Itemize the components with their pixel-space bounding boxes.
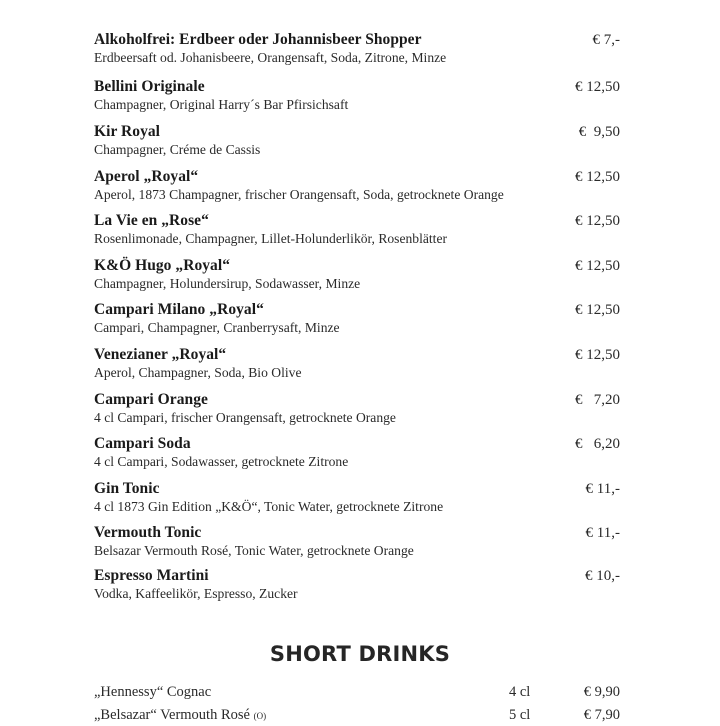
short-drink-price: € 9,90 <box>583 684 620 700</box>
item-description: Rosenlimonade, Champagner, Lillet-Holunderlikör, Rosenblätter <box>94 231 448 246</box>
item-description: 4 cl Campari, Sodawasser, getrocknete Zitrone <box>94 454 349 469</box>
menu-item <box>94 567 620 607</box>
item-price: € 12,50 <box>575 302 620 318</box>
item-price: € 12,50 <box>575 347 620 363</box>
short-drink-row <box>94 706 620 726</box>
item-description: Aperol, 1873 Champagner, frischer Orangensaft, Soda, getrocknete Orange <box>94 187 504 202</box>
item-price: € 9,50 <box>578 124 620 140</box>
short-drink-volume: 4 cl <box>509 684 531 700</box>
menu-item <box>94 391 620 431</box>
item-price: € 7,20 <box>575 392 620 408</box>
menu-item <box>94 301 620 341</box>
item-name: La Vie en „Rose“ <box>94 212 209 229</box>
item-name: Campari Milano „Royal“ <box>94 301 264 318</box>
item-description: Champagner, Holundersirup, Sodawasser, Minze <box>94 276 361 291</box>
item-description: Champagner, Original Harry´s Bar Pfirsichsaft <box>94 97 349 112</box>
item-description: 4 cl 1873 Gin Edition „K&Ö“, Tonic Water, getrocknete Zitrone <box>94 499 444 514</box>
item-name: Espresso Martini <box>94 567 209 584</box>
short-drink-note: (O) <box>253 711 267 721</box>
item-name: Alkoholfrei: Erdbeer oder Johannisbeer Shopper <box>94 31 422 48</box>
item-description: Belsazar Vermouth Rosé, Tonic Water, getrocknete Orange <box>94 543 414 558</box>
menu-item <box>94 123 620 163</box>
item-name: K&Ö Hugo „Royal“ <box>94 257 231 274</box>
menu-item <box>94 168 620 208</box>
item-price: € 11,- <box>585 481 620 497</box>
menu-item <box>94 78 620 118</box>
menu-item <box>94 31 620 71</box>
item-name: Venezianer „Royal“ <box>94 346 227 363</box>
item-price: € 11,- <box>585 525 620 541</box>
section-title-short-drinks: SHORT DRINKS <box>269 642 451 666</box>
item-price: € 12,50 <box>575 169 620 185</box>
item-name: Kir Royal <box>94 123 161 140</box>
menu-item <box>94 480 620 520</box>
short-drink-name <box>94 706 266 725</box>
short-drink-volume: 5 cl <box>509 707 531 723</box>
short-drink-row <box>94 683 620 703</box>
menu-item <box>94 435 620 475</box>
menu-item <box>94 257 620 297</box>
item-price: € 10,- <box>585 568 620 584</box>
short-drink-name <box>94 683 211 702</box>
menu-item <box>94 212 620 252</box>
item-description: Aperol, Champagner, Soda, Bio Olive <box>94 365 302 380</box>
item-name: Gin Tonic <box>94 480 160 497</box>
item-name: Aperol „Royal“ <box>94 168 199 185</box>
short-drink-price: € 7,90 <box>583 707 620 723</box>
item-price: € 7,- <box>592 32 620 48</box>
item-description: 4 cl Campari, frischer Orangensaft, getrocknete Orange <box>94 410 396 425</box>
item-name: Campari Orange <box>94 391 208 408</box>
item-price: € 6,20 <box>575 436 620 452</box>
item-name: Vermouth Tonic <box>94 524 202 541</box>
short-drink-name-text: „Hennessy“ Cognac <box>94 684 212 700</box>
item-name: Bellini Originale <box>94 78 205 95</box>
short-drink-name-text: „Belsazar“ Vermouth Rosé <box>94 707 250 723</box>
item-description: Champagner, Créme de Cassis <box>94 142 261 157</box>
item-price: € 12,50 <box>575 79 620 95</box>
item-name: Campari Soda <box>94 435 191 452</box>
item-price: € 12,50 <box>575 213 620 229</box>
item-description: Erdbeersaft od. Johanisbeere, Orangensaft, Soda, Zitrone, Minze <box>94 50 447 65</box>
item-description: Vodka, Kaffeelikör, Espresso, Zucker <box>94 586 298 601</box>
item-price: € 12,50 <box>575 258 620 274</box>
item-description: Campari, Champagner, Cranberrysaft, Minze <box>94 320 340 335</box>
menu-item <box>94 524 620 564</box>
menu-item <box>94 346 620 386</box>
